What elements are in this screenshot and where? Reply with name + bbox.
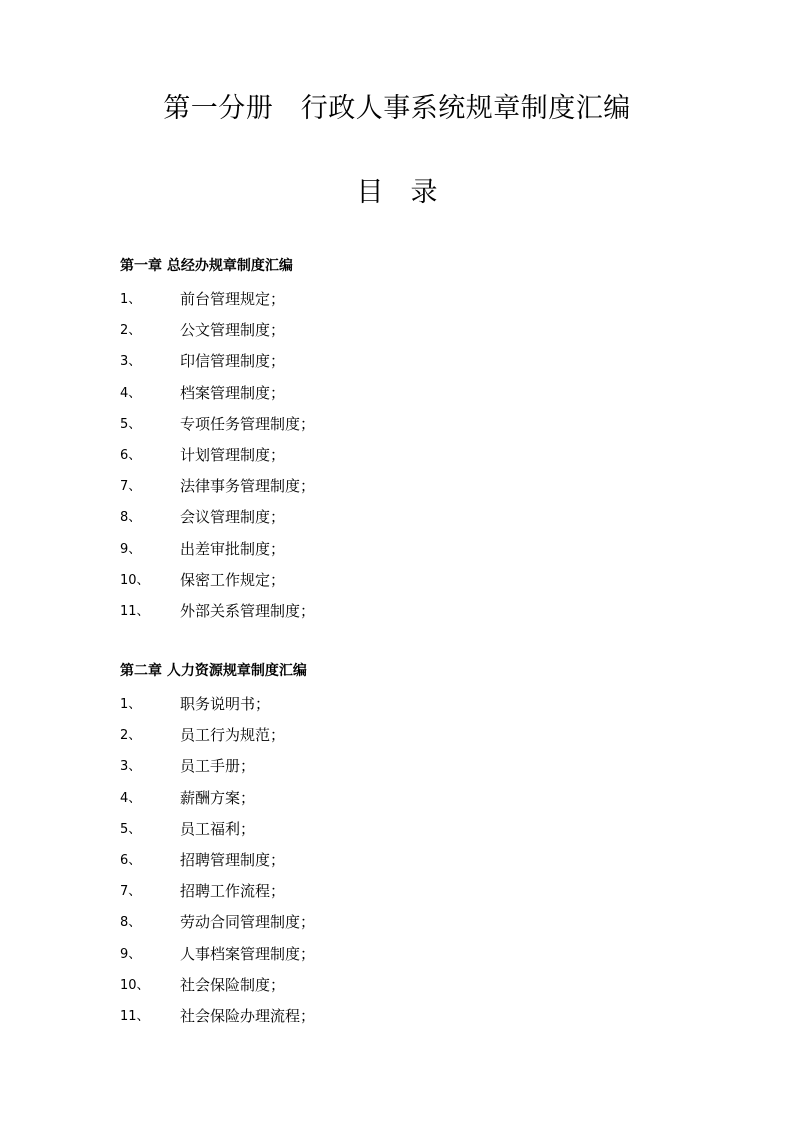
toc-item-number: 11、 <box>120 603 150 619</box>
toc-item <box>120 720 720 751</box>
chapter-title: 第二章 人力资源规章制度汇编 <box>120 663 307 679</box>
toc-item-number: 4、 <box>120 385 142 401</box>
toc-item-number: 2、 <box>120 728 142 744</box>
toc-item-label: 法律事务管理制度； <box>180 477 316 496</box>
toc-item-label: 档案管理制度； <box>180 383 286 402</box>
toc-item-label: 职务说明书； <box>180 695 271 713</box>
toc-item-number: 3、 <box>120 759 142 775</box>
toc-item <box>120 751 720 782</box>
toc-item-label: 薪酬方案； <box>180 788 256 807</box>
document-title: 第一分册 行政人事系统规章制度汇编 <box>163 93 631 124</box>
toc-item <box>120 845 720 876</box>
toc-item-number: 4、 <box>120 790 142 806</box>
toc-item <box>120 565 720 596</box>
toc-item-number: 7、 <box>120 884 142 900</box>
toc-item <box>120 1001 720 1032</box>
toc-item <box>120 970 720 1001</box>
toc-item <box>120 346 720 377</box>
toc-item-number: 10、 <box>120 572 150 588</box>
toc-item <box>120 814 720 845</box>
toc-item <box>120 596 720 627</box>
toc-item-label: 员工福利； <box>180 819 256 838</box>
toc-item <box>120 689 720 720</box>
chapter-section <box>120 254 720 627</box>
chapter-item-list <box>120 284 720 627</box>
toc-item-number: 9、 <box>120 946 142 962</box>
toc-item-label: 社会保险制度； <box>180 975 286 994</box>
toc-item <box>120 534 720 565</box>
toc-item-label: 劳动合同管理制度； <box>180 913 316 932</box>
toc-item-number: 3、 <box>120 354 142 370</box>
toc-item-label: 出差审批制度； <box>180 539 286 558</box>
toc-item <box>120 409 720 440</box>
toc-item-label: 社会保险办理流程； <box>180 1006 316 1025</box>
chapter-section <box>120 659 720 1032</box>
toc-item-number: 5、 <box>120 416 142 432</box>
toc-item <box>120 502 720 533</box>
toc-item-label: 员工手册； <box>180 757 256 776</box>
chapter-title: 第一章 总经办规章制度汇编 <box>120 258 293 274</box>
toc-item <box>120 471 720 502</box>
toc-item-label: 外部关系管理制度； <box>180 601 316 620</box>
toc-item-number: 1、 <box>120 292 142 307</box>
toc-item-number: 8、 <box>120 915 142 931</box>
toc-item-number: 7、 <box>120 479 142 495</box>
toc-item-label: 人事档案管理制度； <box>180 944 316 963</box>
toc-item <box>120 907 720 938</box>
chapter-item-list <box>120 689 720 1032</box>
toc-item-number: 9、 <box>120 541 142 557</box>
toc-item-label: 保密工作规定； <box>180 570 286 589</box>
toc-item-label: 计划管理制度； <box>180 445 286 464</box>
toc-item <box>120 315 720 346</box>
toc-item-label: 员工行为规范； <box>180 726 286 745</box>
toc-item-number: 10、 <box>120 977 150 993</box>
toc-item-label: 前台管理规定； <box>180 290 286 308</box>
toc-item-label: 招聘管理制度； <box>180 850 286 869</box>
toc-item-label: 招聘工作流程； <box>180 882 286 901</box>
toc-item-label: 公文管理制度； <box>180 321 286 340</box>
toc-item-number: 8、 <box>120 510 142 526</box>
toc-item-number: 6、 <box>120 447 142 463</box>
toc-item <box>120 284 720 315</box>
toc-item <box>120 440 720 471</box>
toc-item-label: 会议管理制度； <box>180 508 286 527</box>
toc-item <box>120 783 720 814</box>
toc-item-number: 6、 <box>120 852 142 868</box>
toc-item <box>120 876 720 907</box>
toc-item-number: 1、 <box>120 697 142 712</box>
toc-item-number: 2、 <box>120 323 142 339</box>
toc-item <box>120 378 720 409</box>
toc-heading: 目 录 <box>356 177 438 208</box>
toc-item <box>120 939 720 970</box>
toc-item-label: 专项任务管理制度； <box>180 414 316 433</box>
toc-item-number: 5、 <box>120 821 142 837</box>
toc-item-label: 印信管理制度； <box>180 352 286 371</box>
toc-item-number: 11、 <box>120 1008 150 1024</box>
